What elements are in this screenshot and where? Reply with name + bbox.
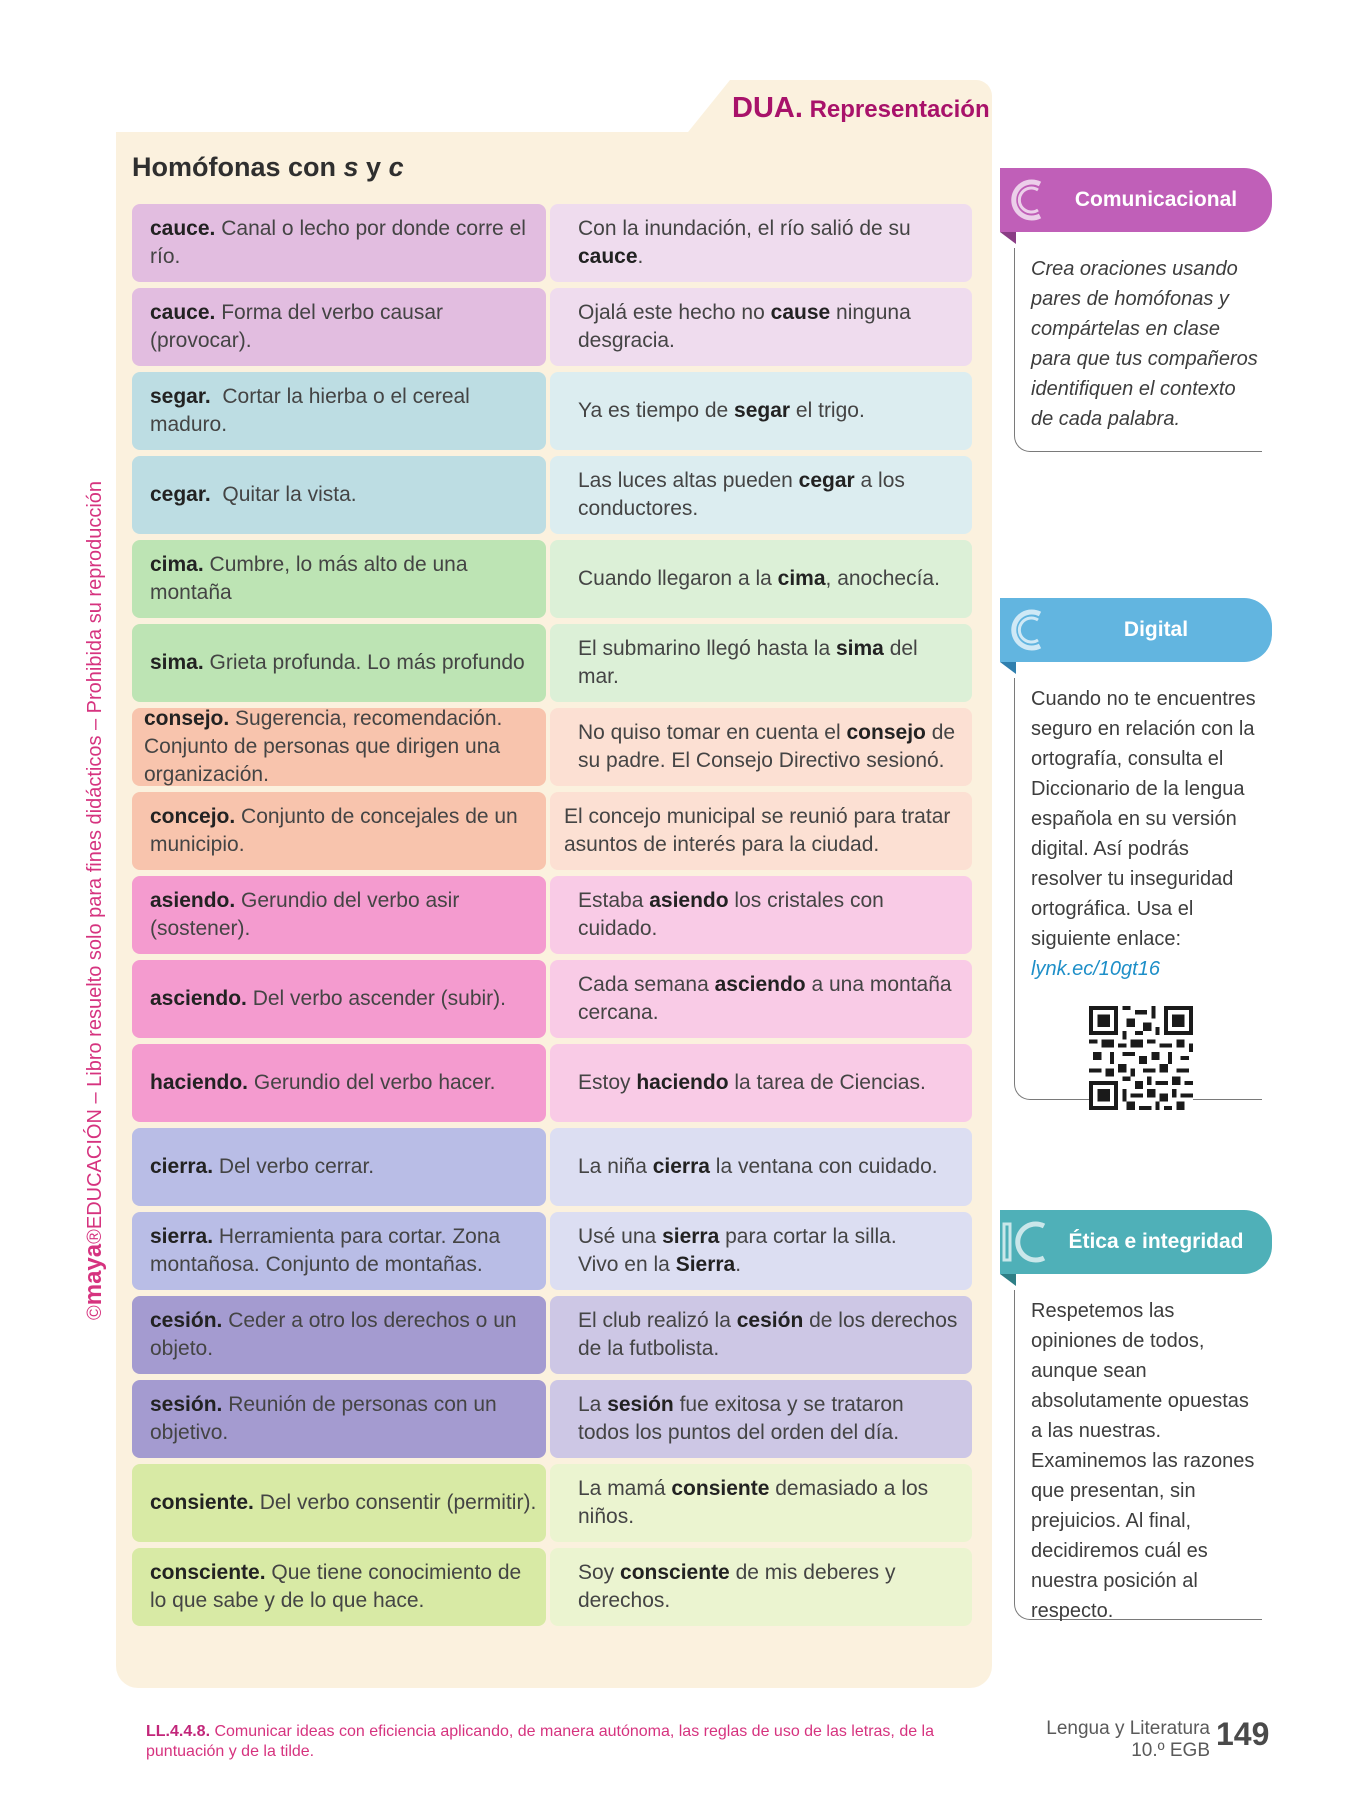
- definition-text: [150, 803, 538, 859]
- homophone-definition: Herramienta para cortar. Zona montañosa. Conjunto de montañas.: [150, 1225, 507, 1276]
- example-highlight: Sierra: [675, 1253, 736, 1276]
- example-text: El club realizó la: [578, 1309, 737, 1332]
- example-highlight: cauce: [578, 245, 638, 268]
- card-text-comunicacional: Crea oraciones usando pares de homófonas y compártelas en clase para que tus compañeros identifiquen el contexto de cada palabra.: [1014, 248, 1262, 452]
- card-etica: [1000, 1210, 1272, 1630]
- example-sentence-cell: [550, 792, 972, 870]
- qr-code-icon[interactable]: [1089, 1006, 1193, 1110]
- example-text: Con la inundación, el río salió de su: [578, 217, 911, 240]
- example-text: Estaba: [578, 889, 650, 912]
- copyright-symbol: ©: [84, 1305, 106, 1320]
- example-text: .: [637, 245, 644, 268]
- example-sentence: [578, 1223, 897, 1279]
- table-row: [132, 1464, 972, 1542]
- example-highlight: cause: [770, 301, 831, 324]
- example-highlight: consciente: [620, 1561, 730, 1584]
- dua-heading: [732, 92, 990, 125]
- example-text: , anochecía.: [825, 567, 940, 590]
- card-comunicacional: [1000, 168, 1272, 458]
- example-sentence: [578, 215, 958, 271]
- example-sentence: [578, 1307, 958, 1363]
- example-sentence-cell: [550, 540, 972, 618]
- homophone-term: haciendo.: [150, 1071, 249, 1094]
- definition-text: [150, 649, 525, 677]
- dictionary-link[interactable]: lynk.ec/10gt16: [1031, 958, 1160, 980]
- example-text: Soy: [578, 1561, 621, 1584]
- competency-c-icon: [1000, 170, 1052, 230]
- publisher-brand: maya: [80, 1243, 107, 1306]
- table-row: [132, 1128, 972, 1206]
- example-text: Estoy: [578, 1071, 637, 1094]
- example-text: El submarino llegó hasta la: [578, 637, 836, 660]
- section-title-y: y: [358, 152, 389, 182]
- example-sentence: [578, 719, 958, 775]
- example-sentence: [578, 467, 958, 523]
- example-text: ninguna desgracia.: [578, 301, 911, 352]
- card-header-etica: [1000, 1210, 1272, 1274]
- table-row: [132, 624, 972, 702]
- table-row: [132, 1212, 972, 1290]
- homophone-term: concejo.: [150, 805, 236, 828]
- word-definition-cell: [132, 708, 546, 786]
- homophone-definition: Gerundio del verbo hacer.: [248, 1071, 496, 1094]
- definition-text: [150, 1223, 538, 1279]
- example-sentence: [578, 1391, 958, 1447]
- example-sentence: [578, 635, 958, 691]
- curriculum-standard: [146, 1722, 966, 1762]
- example-sentence-cell: [550, 1044, 972, 1122]
- definition-text: [150, 1069, 496, 1097]
- example-highlight: haciendo: [636, 1071, 729, 1094]
- standard-text: Comunicar ideas con eficiencia aplicando, de manera autónoma, las reglas de uso de las letras, de la puntuación y de la tilde.: [146, 1723, 935, 1760]
- homophone-term: sierra.: [150, 1225, 214, 1248]
- word-definition-cell: [132, 1044, 546, 1122]
- card-title-comunicacional: Comunicacional: [1074, 188, 1238, 211]
- definition-text: [150, 1307, 538, 1363]
- example-highlight: asciendo: [714, 973, 806, 996]
- side-note-text: EDUCACIÓN – Libro resuelto solo para fines didácticos – Prohibida su reproducción: [84, 480, 106, 1230]
- homophone-definition: Del verbo cerrar.: [213, 1155, 375, 1178]
- word-definition-cell: [132, 1548, 546, 1626]
- example-sentence-cell: [550, 1380, 972, 1458]
- homophone-definition: Sugerencia, recomendación. Conjunto de personas que dirigen una organización.: [144, 707, 509, 786]
- table-row: [132, 1044, 972, 1122]
- example-text: a los conductores.: [578, 469, 905, 520]
- definition-text: [150, 1391, 538, 1447]
- card-text-etica: Respetemos las opiniones de todos, aunque sean absolutamente opuestas a las nuestras. Examinemos las razones que presentan, sin prejuicios. Al final, decidiremos cuál es nuestra posición al respecto.: [1014, 1290, 1262, 1620]
- example-sentence-cell: [550, 708, 972, 786]
- card-text-digital: Cuando no te encuentres seguro en relación con la ortografía, consulta el Diccionario de la lengua española en su versión digital. Así podrás resolver tu inseguridad ortográfica. Usa el siguiente enlace:: [1031, 688, 1256, 950]
- dua-label: DUA.: [732, 92, 803, 124]
- definition-text: [150, 1489, 536, 1517]
- definition-text: [150, 299, 538, 355]
- card-digital: [1000, 598, 1272, 1098]
- example-text: demasiado a los niños.: [578, 1477, 929, 1528]
- table-row: [132, 372, 972, 450]
- example-text: Ojalá este hecho no: [578, 301, 771, 324]
- example-text: El concejo municipal se reunió para tratar asuntos de interés para la ciudad.: [564, 805, 951, 856]
- example-text: a una montaña cercana.: [578, 973, 952, 1024]
- homophone-term: sima.: [150, 651, 204, 674]
- example-sentence-cell: [550, 1464, 972, 1542]
- definition-text: [144, 705, 538, 789]
- table-row: [132, 792, 972, 870]
- homophone-definition: Reunión de personas con un objetivo.: [150, 1393, 503, 1444]
- section-title-text: Homófonas con: [132, 152, 344, 182]
- definition-text: [150, 551, 538, 607]
- homophone-definition: Gerundio del verbo asir (sostener).: [150, 889, 466, 940]
- word-definition-cell: [132, 204, 546, 282]
- example-highlight: sesión: [607, 1393, 674, 1416]
- example-highlight: cierra: [652, 1155, 710, 1178]
- example-text: fue exitosa y se trataron todos los puntos del orden del día.: [578, 1393, 904, 1444]
- example-text: Ya es tiempo de: [578, 399, 735, 422]
- card-fold: [1000, 232, 1016, 244]
- homophone-definition: Forma del verbo causar (provocar).: [150, 301, 449, 352]
- example-sentence: [578, 1559, 958, 1615]
- example-highlight: consiente: [671, 1477, 770, 1500]
- word-definition-cell: [132, 792, 546, 870]
- table-row: [132, 456, 972, 534]
- homophone-term: consiente.: [150, 1491, 254, 1514]
- example-text: La: [578, 1393, 608, 1416]
- book-grade: 10.º EGB: [1131, 1740, 1210, 1761]
- example-highlight: cesión: [736, 1309, 804, 1332]
- card-title-digital: Digital: [1123, 618, 1189, 641]
- copyright-side-note: [78, 480, 110, 1320]
- example-sentence: [564, 803, 958, 859]
- book-info: [1010, 1718, 1210, 1762]
- example-sentence-cell: [550, 960, 972, 1038]
- homophone-term: asiendo.: [150, 889, 236, 912]
- homophone-term: asciendo.: [150, 987, 247, 1010]
- table-row: [132, 960, 972, 1038]
- table-row: [132, 204, 972, 282]
- example-text: los cristales con cuidado.: [578, 889, 884, 940]
- table-row: [132, 1548, 972, 1626]
- example-text: de su padre. El Consejo Directivo sesionó.: [578, 721, 956, 772]
- homophone-term: cauce.: [150, 301, 216, 324]
- letter-c: c: [388, 152, 404, 182]
- example-text: el trigo.: [790, 399, 865, 422]
- definition-text: [150, 985, 506, 1013]
- word-definition-cell: [132, 960, 546, 1038]
- word-definition-cell: [132, 1464, 546, 1542]
- homophone-term: cegar.: [150, 483, 211, 506]
- example-text: Cada semana: [578, 973, 715, 996]
- card-body-digital: [1014, 678, 1262, 1100]
- example-sentence-cell: [550, 876, 972, 954]
- example-sentence: [578, 1475, 958, 1531]
- competency-c-icon: [1000, 600, 1052, 660]
- card-fold: [1000, 1274, 1016, 1286]
- homophone-definition: Conjunto de concejales de un municipio.: [150, 805, 524, 856]
- homophone-term: cauce.: [150, 217, 216, 240]
- example-text: La niña: [578, 1155, 653, 1178]
- definition-text: [150, 481, 357, 509]
- table-row: [132, 1380, 972, 1458]
- homophone-term: sesión.: [150, 1393, 223, 1416]
- example-text: la tarea de Ciencias.: [728, 1071, 926, 1094]
- definition-text: [150, 1559, 538, 1615]
- word-definition-cell: [132, 288, 546, 366]
- homophone-definition: Quitar la vista.: [210, 483, 357, 506]
- example-highlight: sima: [835, 637, 884, 660]
- example-highlight: sierra: [662, 1225, 720, 1248]
- example-text: La mamá: [578, 1477, 672, 1500]
- word-definition-cell: [132, 540, 546, 618]
- word-definition-cell: [132, 624, 546, 702]
- definition-text: [150, 215, 538, 271]
- homophone-definition: Del verbo consentir (permitir).: [253, 1491, 537, 1514]
- example-highlight: cegar: [798, 469, 855, 492]
- homophone-definition: Grieta profunda. Lo más profundo: [203, 651, 525, 674]
- homophone-definition: Cortar la hierba o el cereal maduro.: [150, 385, 476, 436]
- homophone-term: cesión.: [150, 1309, 223, 1332]
- example-text: .: [735, 1253, 742, 1276]
- example-text: del mar.: [578, 637, 918, 688]
- homophone-definition: Canal o lecho por donde corre el río.: [150, 217, 532, 268]
- example-text: Cuando llegaron a la: [578, 567, 778, 590]
- table-row: [132, 1296, 972, 1374]
- example-text: No quiso tomar en cuenta el: [578, 721, 847, 744]
- example-text: para cortar la silla.: [719, 1225, 897, 1248]
- example-sentence-cell: [550, 288, 972, 366]
- word-definition-cell: [132, 876, 546, 954]
- example-text: la ventana con cuidado.: [709, 1155, 938, 1178]
- word-definition-cell: [132, 1380, 546, 1458]
- example-sentence-cell: [550, 1548, 972, 1626]
- example-text: de los derechos de la futbolista.: [578, 1309, 958, 1360]
- example-sentence-cell: [550, 624, 972, 702]
- homophone-definition: Del verbo ascender (subir).: [246, 987, 506, 1010]
- example-sentence: [578, 887, 958, 943]
- example-highlight: consejo: [846, 721, 926, 744]
- example-sentence-cell: [550, 204, 972, 282]
- example-highlight: cima: [777, 567, 826, 590]
- book-title: Lengua y Literatura: [1046, 1718, 1210, 1739]
- card-header-digital: [1000, 598, 1272, 662]
- example-text: Vivo en la: [578, 1253, 676, 1276]
- homophone-term: consciente.: [150, 1561, 266, 1584]
- definition-text: [150, 1153, 374, 1181]
- example-text: Usé una: [578, 1225, 663, 1248]
- word-definition-cell: [132, 456, 546, 534]
- table-row: [132, 288, 972, 366]
- table-row: [132, 540, 972, 618]
- homophone-term: cierra.: [150, 1155, 214, 1178]
- example-sentence-cell: [550, 456, 972, 534]
- example-highlight: segar: [734, 399, 791, 422]
- card-title-etica: Ética e integridad: [1068, 1230, 1244, 1253]
- homophone-definition: Que tiene conocimiento de lo que sabe y de lo que hace.: [150, 1561, 528, 1612]
- homophone-term: consejo.: [144, 707, 230, 730]
- word-definition-cell: [132, 1212, 546, 1290]
- section-title: [132, 152, 404, 183]
- homophone-term: segar.: [150, 385, 211, 408]
- definition-text: [150, 887, 538, 943]
- example-sentence-cell: [550, 1128, 972, 1206]
- example-sentence: [578, 299, 958, 355]
- example-text: de mis deberes y derechos.: [578, 1561, 896, 1612]
- competency-ic-icon: [1000, 1212, 1052, 1272]
- example-sentence: [578, 565, 940, 593]
- representation-label: Representación: [809, 96, 990, 123]
- word-definition-cell: [132, 1296, 546, 1374]
- example-sentence: [578, 1153, 938, 1181]
- definition-text: [150, 383, 538, 439]
- letter-s: s: [343, 152, 359, 182]
- registered-mark: ®: [84, 1229, 106, 1244]
- homophone-definition: Ceder a otro los derechos o un objeto.: [150, 1309, 523, 1360]
- example-sentence-cell: [550, 1296, 972, 1374]
- example-text: Las luces altas pueden: [578, 469, 799, 492]
- card-header-comunicacional: [1000, 168, 1272, 232]
- homophone-term: cima.: [150, 553, 204, 576]
- word-definition-cell: [132, 372, 546, 450]
- homophone-definition: Cumbre, lo más alto de una montaña: [150, 553, 474, 604]
- word-definition-cell: [132, 1128, 546, 1206]
- card-fold: [1000, 662, 1016, 674]
- example-sentence: [578, 971, 958, 1027]
- example-sentence: [578, 1069, 926, 1097]
- table-row: [132, 876, 972, 954]
- example-highlight: asiendo: [649, 889, 729, 912]
- example-sentence-cell: [550, 1212, 972, 1290]
- example-sentence: [578, 397, 865, 425]
- example-sentence-cell: [550, 372, 972, 450]
- table-row: [132, 708, 972, 786]
- standard-code: LL.4.4.8.: [146, 1723, 211, 1740]
- page-number: 149: [1216, 1716, 1270, 1752]
